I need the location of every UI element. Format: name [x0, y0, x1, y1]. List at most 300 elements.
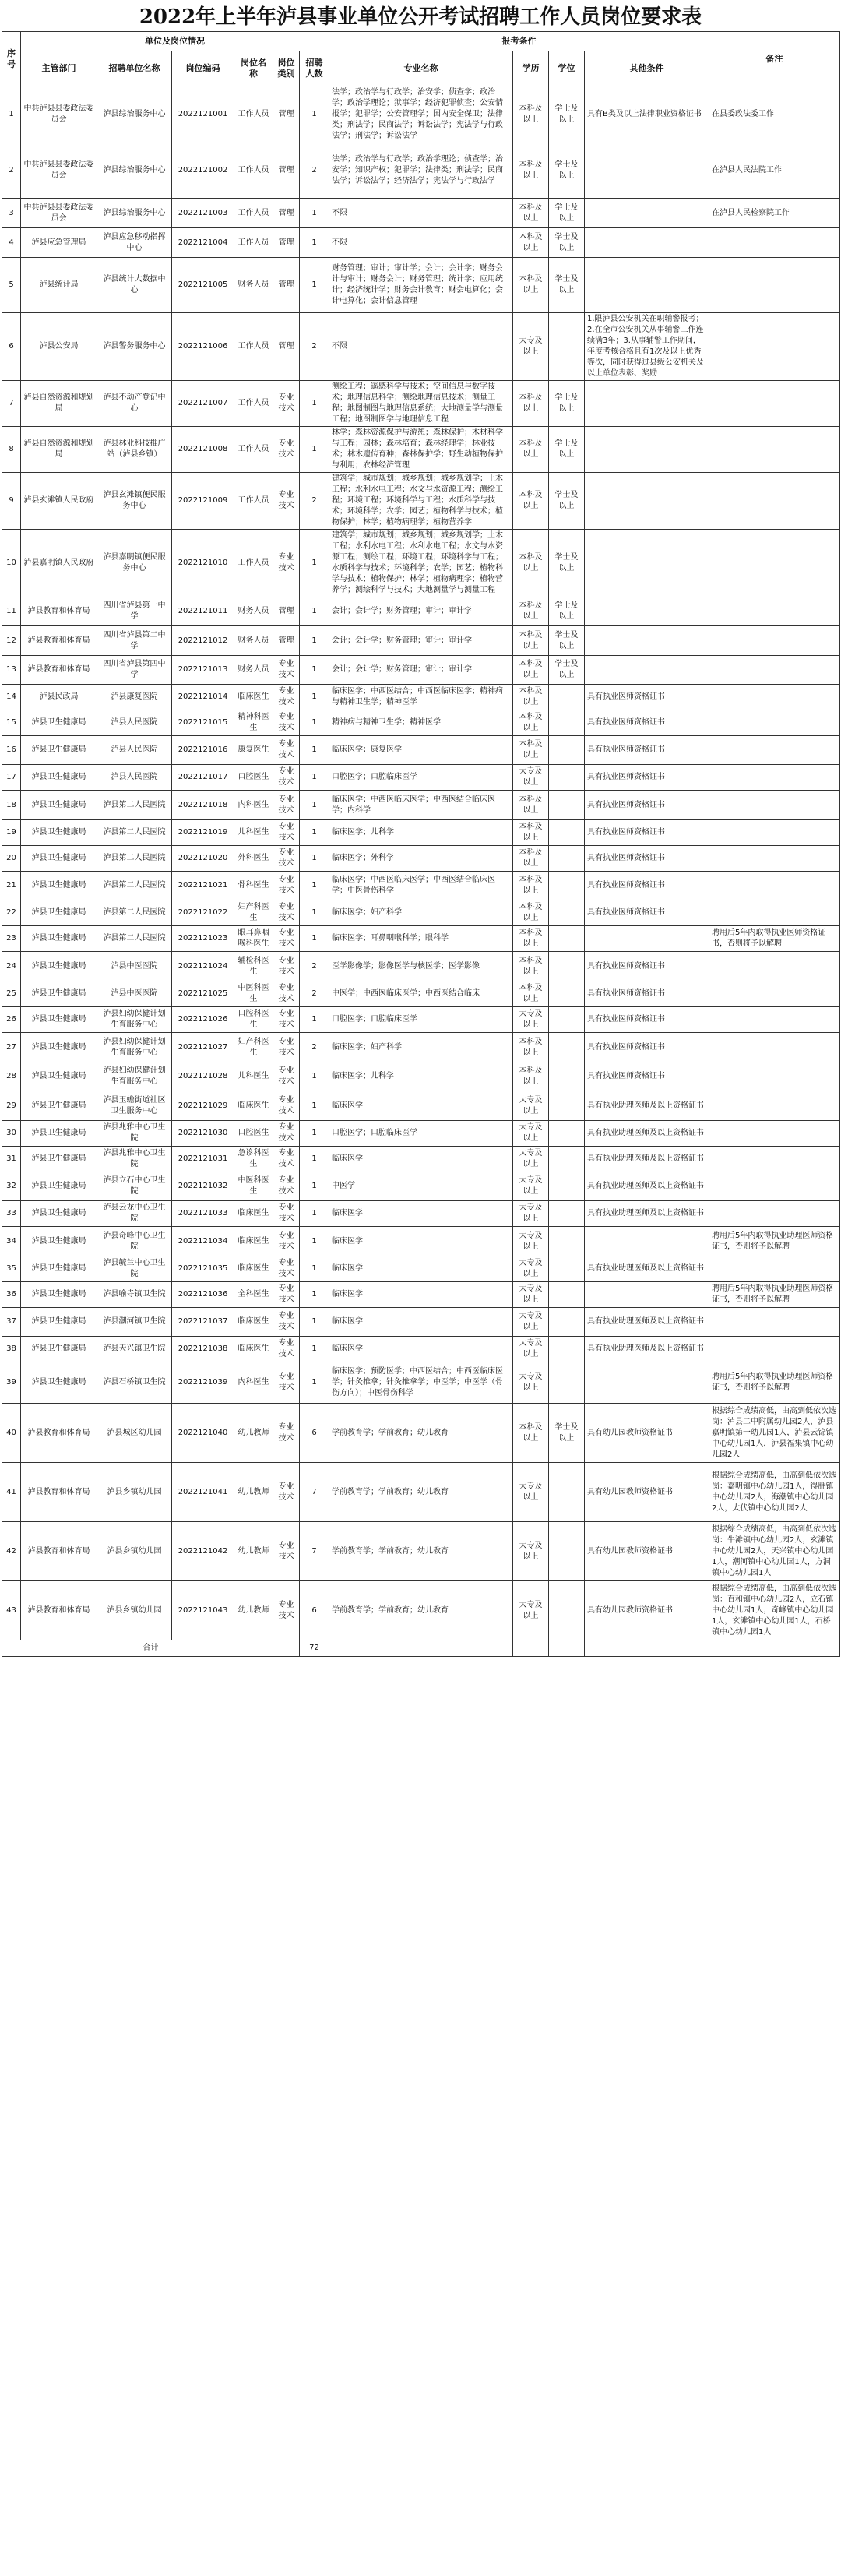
cell-degree: [549, 1362, 585, 1404]
cell-code: 2022121040: [172, 1404, 234, 1463]
cell-code: 2022121024: [172, 952, 234, 981]
table-row: [2, 846, 840, 872]
cell-num: 2: [300, 1033, 329, 1062]
cell-dept: 泸县卫生健康局: [21, 1256, 97, 1282]
cell-post: 财务人员: [234, 656, 273, 685]
cell-major: 口腔医学；口腔临床医学: [329, 765, 513, 791]
cell-unit: 泸县潮河镇卫生院: [97, 1308, 172, 1337]
cell-major: 不限: [329, 199, 513, 228]
cell-edu: 本科及以上: [513, 473, 549, 530]
cell-unit: 泸县第二人民医院: [97, 846, 172, 872]
table-row: [2, 710, 840, 736]
cell-edu: 本科及以上: [513, 530, 549, 597]
cell-dept: 中共泸县县委政法委员会: [21, 199, 97, 228]
cell-seq: 14: [2, 685, 21, 710]
cell-dept: 泸县卫生健康局: [21, 872, 97, 900]
cell-post: 工作人员: [234, 473, 273, 530]
cell-unit: 泸县中医医院: [97, 981, 172, 1007]
cell-major: 临床医学: [329, 1091, 513, 1121]
cell-category: 专业技术: [273, 1121, 300, 1147]
table-row: [2, 1404, 840, 1463]
header-post: 岗位名称: [234, 51, 273, 86]
cell-code: 2022121014: [172, 685, 234, 710]
cell-category: 专业技术: [273, 685, 300, 710]
cell-edu: 本科及以上: [513, 872, 549, 900]
cell-major: 口腔医学；口腔临床医学: [329, 1007, 513, 1033]
cell-code: 2022121036: [172, 1282, 234, 1308]
table-row: [2, 1091, 840, 1121]
cell-degree: 学士及以上: [549, 473, 585, 530]
cell-num: 1: [300, 872, 329, 900]
cell-post: 工作人员: [234, 228, 273, 258]
cell-category: 专业技术: [273, 473, 300, 530]
cell-degree: [549, 685, 585, 710]
cell-major: 中医学；中西医临床医学；中西医结合临床: [329, 981, 513, 1007]
cell-category: 专业技术: [273, 1337, 300, 1362]
cell-dept: 泸县卫生健康局: [21, 736, 97, 765]
cell-unit: 泸县应急移动指挥中心: [97, 228, 172, 258]
cell-unit: 泸县人民医院: [97, 710, 172, 736]
cell-dept: 泸县教育和体育局: [21, 1463, 97, 1522]
cell-degree: 学士及以上: [549, 258, 585, 313]
cell-major: 临床医学；儿科学: [329, 820, 513, 846]
cell-category: 专业技术: [273, 736, 300, 765]
cell-note: [709, 381, 840, 427]
cell-edu: 本科及以上: [513, 791, 549, 820]
total-label: 合计: [2, 1640, 300, 1657]
cell-edu: 本科及以上: [513, 1033, 549, 1062]
cell-degree: [549, 926, 585, 952]
total-empty-major: [329, 1640, 513, 1657]
cell-edu: 大专及以上: [513, 1227, 549, 1256]
cell-dept: 泸县卫生健康局: [21, 1308, 97, 1337]
cell-note: [709, 530, 840, 597]
cell-major: 医学影像学；影像医学与核医学；医学影像: [329, 952, 513, 981]
cell-note: 根据综合成绩高低，由高到低依次选岗：泸县二中附属幼儿园2人，泸县嘉明镇第一幼儿园1人，泸县云锦镇中心幼儿园1人，泸县福集镇中心幼儿园2人: [709, 1404, 840, 1463]
cell-post: 工作人员: [234, 530, 273, 597]
cell-degree: [549, 1256, 585, 1282]
cell-note: 聘用后5年内取得执业助理医师资格证书，否则将予以解聘: [709, 1227, 840, 1256]
cell-dept: 泸县卫生健康局: [21, 710, 97, 736]
cell-code: 2022121032: [172, 1172, 234, 1201]
cell-dept: 泸县教育和体育局: [21, 597, 97, 626]
cell-seq: 34: [2, 1227, 21, 1256]
cell-edu: 本科及以上: [513, 685, 549, 710]
cell-post: 临床医生: [234, 1308, 273, 1337]
cell-unit: 泸县第二人民医院: [97, 872, 172, 900]
table-row: [2, 313, 840, 381]
cell-other: 具有执业医师资格证书: [585, 820, 709, 846]
cell-degree: [549, 820, 585, 846]
cell-other: [585, 143, 709, 199]
cell-dept: 中共泸县县委政法委员会: [21, 86, 97, 143]
cell-edu: 本科及以上: [513, 656, 549, 685]
cell-unit: 泸县妇幼保健计划生育服务中心: [97, 1062, 172, 1091]
total-num: 72: [300, 1640, 329, 1657]
cell-edu: 本科及以上: [513, 952, 549, 981]
cell-edu: 大专及以上: [513, 1121, 549, 1147]
cell-other: 具有幼儿园教师资格证书: [585, 1404, 709, 1463]
cell-dept: 泸县卫生健康局: [21, 981, 97, 1007]
cell-note: [709, 228, 840, 258]
cell-note: [709, 846, 840, 872]
cell-seq: 29: [2, 1091, 21, 1121]
cell-edu: 本科及以上: [513, 846, 549, 872]
cell-edu: 本科及以上: [513, 710, 549, 736]
cell-dept: 泸县玄滩镇人民政府: [21, 473, 97, 530]
cell-category: 专业技术: [273, 1404, 300, 1463]
cell-major: 临床医学；妇产科学: [329, 900, 513, 926]
cell-seq: 21: [2, 872, 21, 900]
cell-major: 会计；会计学；财务管理；审计；审计学: [329, 597, 513, 626]
cell-post: 幼儿教师: [234, 1463, 273, 1522]
cell-post: 财务人员: [234, 597, 273, 626]
cell-other: 具有执业助理医师及以上资格证书: [585, 1091, 709, 1121]
cell-dept: 泸县卫生健康局: [21, 765, 97, 791]
table-row: [2, 926, 840, 952]
cell-note: [709, 427, 840, 473]
cell-other: [585, 258, 709, 313]
cell-degree: 学士及以上: [549, 381, 585, 427]
cell-code: 2022121030: [172, 1121, 234, 1147]
cell-code: 2022121037: [172, 1308, 234, 1337]
header-category: 岗位类别: [273, 51, 300, 86]
cell-num: 6: [300, 1404, 329, 1463]
cell-major: 测绘工程；遥感科学与技术；空间信息与数字技术；地理信息科学；测绘地理信息技术；测量工程；地图制图与地理信息系统；大地测量学与测量工程；地图制图学与地理信息工程: [329, 381, 513, 427]
cell-category: 管理: [273, 626, 300, 656]
cell-post: 康复医生: [234, 736, 273, 765]
table-row: [2, 1147, 840, 1172]
cell-degree: [549, 1091, 585, 1121]
cell-major: 建筑学；城市规划；城乡规划；城乡规划学；土木工程；水利水电工程；水利水电工程；水文与水资源工程；测绘工程；环境工程；环境科学与工程；水质科学与技术；环境科学；农学；园艺；植物科学与技术；植物保护；林学；植物病理学；植物营养学；测绘科学与技术；大地测量学与测量工程: [329, 530, 513, 597]
table-row: [2, 1581, 840, 1640]
table-row: [2, 228, 840, 258]
cell-other: [585, 530, 709, 597]
table-row: [2, 1201, 840, 1227]
cell-num: 1: [300, 1121, 329, 1147]
cell-category: 管理: [273, 228, 300, 258]
cell-major: 临床医学: [329, 1308, 513, 1337]
cell-other: 具有执业医师资格证书: [585, 900, 709, 926]
cell-code: 2022121003: [172, 199, 234, 228]
table-row: [2, 1337, 840, 1362]
cell-note: [709, 981, 840, 1007]
cell-code: 2022121038: [172, 1337, 234, 1362]
cell-note: [709, 1091, 840, 1121]
cell-unit: 泸县妇幼保健计划生育服务中心: [97, 1007, 172, 1033]
cell-dept: 泸县教育和体育局: [21, 1522, 97, 1581]
cell-code: 2022121007: [172, 381, 234, 427]
cell-category: 管理: [273, 258, 300, 313]
table-row: [2, 900, 840, 926]
header-group-conditions: 报考条件: [329, 32, 709, 51]
cell-code: 2022121031: [172, 1147, 234, 1172]
cell-other: 具有执业助理医师及以上资格证书: [585, 1121, 709, 1147]
cell-degree: [549, 1227, 585, 1256]
cell-num: 6: [300, 1581, 329, 1640]
cell-post: 工作人员: [234, 427, 273, 473]
cell-num: 1: [300, 1227, 329, 1256]
table-row: [2, 427, 840, 473]
cell-num: 1: [300, 791, 329, 820]
cell-code: 2022121012: [172, 626, 234, 656]
header-note: 备注: [709, 32, 840, 86]
cell-post: 幼儿教师: [234, 1581, 273, 1640]
cell-category: 专业技术: [273, 530, 300, 597]
table-row: [2, 1463, 840, 1522]
cell-num: 1: [300, 1062, 329, 1091]
cell-major: 学前教育学；学前教育；幼儿教育: [329, 1522, 513, 1581]
cell-seq: 18: [2, 791, 21, 820]
cell-seq: 11: [2, 597, 21, 626]
header-major: 专业名称: [329, 51, 513, 86]
cell-unit: 泸县妇幼保健计划生育服务中心: [97, 1033, 172, 1062]
cell-seq: 41: [2, 1463, 21, 1522]
header-edu: 学历: [513, 51, 549, 86]
table-row: [2, 86, 840, 143]
cell-post: 临床医生: [234, 1091, 273, 1121]
cell-note: [709, 1062, 840, 1091]
table-row: [2, 1256, 840, 1282]
cell-seq: 31: [2, 1147, 21, 1172]
cell-unit: 泸县乡镇幼儿园: [97, 1463, 172, 1522]
total-empty-other: [585, 1640, 709, 1657]
cell-major: 中医学: [329, 1172, 513, 1201]
cell-seq: 4: [2, 228, 21, 258]
cell-other: 具有幼儿园教师资格证书: [585, 1522, 709, 1581]
cell-edu: 大专及以上: [513, 1256, 549, 1282]
cell-seq: 20: [2, 846, 21, 872]
cell-note: [709, 597, 840, 626]
cell-dept: 泸县教育和体育局: [21, 656, 97, 685]
cell-seq: 5: [2, 258, 21, 313]
cell-note: [709, 1172, 840, 1201]
cell-post: 妇产科医生: [234, 1033, 273, 1062]
cell-degree: [549, 1062, 585, 1091]
cell-seq: 27: [2, 1033, 21, 1062]
cell-edu: 本科及以上: [513, 86, 549, 143]
cell-post: 口腔医生: [234, 1121, 273, 1147]
cell-note: [709, 1121, 840, 1147]
cell-note: [709, 791, 840, 820]
cell-other: 具有B类及以上法律职业资格证书: [585, 86, 709, 143]
cell-unit: 泸县云龙中心卫生院: [97, 1201, 172, 1227]
cell-code: 2022121009: [172, 473, 234, 530]
cell-num: 1: [300, 1201, 329, 1227]
cell-major: 临床医学；妇产科学: [329, 1033, 513, 1062]
cell-unit: 泸县喻寺镇卫生院: [97, 1282, 172, 1308]
cell-other: [585, 228, 709, 258]
cell-note: 根据综合成绩高低，由高到低依次选岗：嘉明镇中心幼儿园1人，得胜镇中心幼儿园2人，海潮镇中心幼儿园2人，太伏镇中心幼儿园2人: [709, 1463, 840, 1522]
cell-code: 2022121006: [172, 313, 234, 381]
cell-edu: 大专及以上: [513, 765, 549, 791]
cell-other: [585, 626, 709, 656]
cell-code: 2022121043: [172, 1581, 234, 1640]
page-title: 2022年上半年泸县事业单位公开考试招聘工作人员岗位要求表: [139, 5, 702, 29]
cell-code: 2022121005: [172, 258, 234, 313]
cell-note: [709, 872, 840, 900]
cell-edu: 本科及以上: [513, 1404, 549, 1463]
cell-seq: 26: [2, 1007, 21, 1033]
cell-dept: 泸县公安局: [21, 313, 97, 381]
cell-category: 专业技术: [273, 1522, 300, 1581]
cell-dept: 泸县教育和体育局: [21, 1581, 97, 1640]
cell-other: 具有执业助理医师及以上资格证书: [585, 1308, 709, 1337]
cell-unit: 泸县嘉明镇便民服务中心: [97, 530, 172, 597]
cell-category: 专业技术: [273, 1463, 300, 1522]
cell-category: 专业技术: [273, 427, 300, 473]
cell-major: 临床医学；儿科学: [329, 1062, 513, 1091]
cell-note: [709, 656, 840, 685]
cell-code: 2022121016: [172, 736, 234, 765]
cell-other: [585, 381, 709, 427]
table-row: [2, 1007, 840, 1033]
cell-code: 2022121022: [172, 900, 234, 926]
cell-unit: 泸县奇峰中心卫生院: [97, 1227, 172, 1256]
cell-num: 1: [300, 1147, 329, 1172]
cell-other: 具有执业医师资格证书: [585, 952, 709, 981]
cell-code: 2022121028: [172, 1062, 234, 1091]
cell-major: 精神病与精神卫生学；精神医学: [329, 710, 513, 736]
cell-dept: 泸县教育和体育局: [21, 626, 97, 656]
cell-num: 1: [300, 820, 329, 846]
table-row: [2, 1308, 840, 1337]
cell-other: 具有执业医师资格证书: [585, 1062, 709, 1091]
total-empty-note: [709, 1640, 840, 1657]
cell-other: 1.限泸县公安机关在职辅警报考；2.在全市公安机关从事辅警工作连续满3年；3.从事辅警工作期间，年度考核合格且有1次及以上优秀等次，同时获得过县级公安机关及以上单位表彰、奖励: [585, 313, 709, 381]
cell-post: 中医科医生: [234, 981, 273, 1007]
cell-dept: 泸县卫生健康局: [21, 1091, 97, 1121]
cell-major: 林学；森林资源保护与游憩；森林保护；木材科学与工程；园林；森林培育；森林经理学；林业技术；林木遗传育种；森林保护学；野生动植物保护与利用；农林经济管理: [329, 427, 513, 473]
cell-code: 2022121013: [172, 656, 234, 685]
cell-seq: 42: [2, 1522, 21, 1581]
cell-post: 工作人员: [234, 143, 273, 199]
cell-major: 法学；政治学与行政学；政治学理论；侦查学；治安学；知识产权；犯罪学；法律类；刑法学；民商法学；诉讼法学；经济法学；宪法学与行政法学: [329, 143, 513, 199]
cell-seq: 7: [2, 381, 21, 427]
cell-dept: 泸县卫生健康局: [21, 1033, 97, 1062]
table-row: [2, 1062, 840, 1091]
cell-degree: [549, 1007, 585, 1033]
cell-unit: 泸县人民医院: [97, 765, 172, 791]
cell-seq: 2: [2, 143, 21, 199]
cell-post: 外科医生: [234, 846, 273, 872]
cell-edu: 大专及以上: [513, 1007, 549, 1033]
header-num: 招聘人数: [300, 51, 329, 86]
cell-post: 儿科医生: [234, 820, 273, 846]
cell-unit: 泸县毓兰中心卫生院: [97, 1256, 172, 1282]
cell-edu: 本科及以上: [513, 981, 549, 1007]
cell-degree: [549, 765, 585, 791]
cell-note: 聘用后5年内取得执业助理医师资格证书，否则将予以解聘: [709, 1362, 840, 1404]
cell-post: 工作人员: [234, 381, 273, 427]
cell-unit: 泸县石桥镇卫生院: [97, 1362, 172, 1404]
cell-note: [709, 1256, 840, 1282]
cell-category: 专业技术: [273, 820, 300, 846]
table-row: [2, 199, 840, 228]
cell-note: 在县委政法委工作: [709, 86, 840, 143]
cell-degree: [549, 1147, 585, 1172]
header-degree: 学位: [549, 51, 585, 86]
cell-note: [709, 1308, 840, 1337]
cell-seq: 35: [2, 1256, 21, 1282]
cell-category: 专业技术: [273, 656, 300, 685]
cell-seq: 33: [2, 1201, 21, 1227]
cell-major: 法学；政治学与行政学；治安学；侦查学；政治学；政治学理论；狱事学；经济犯罪侦查；公安情报学；犯罪学；公安管理学；国内安全保卫；法律类；刑法学；民商法学；诉讼法学；宪法学与行政法学；刑法学；诉讼法学: [329, 86, 513, 143]
cell-major: 临床医学: [329, 1201, 513, 1227]
cell-unit: 泸县乡镇幼儿园: [97, 1581, 172, 1640]
cell-code: 2022121039: [172, 1362, 234, 1404]
cell-edu: 大专及以上: [513, 1308, 549, 1337]
cell-num: 1: [300, 1282, 329, 1308]
cell-code: 2022121029: [172, 1091, 234, 1121]
cell-seq: 24: [2, 952, 21, 981]
cell-category: 专业技术: [273, 1282, 300, 1308]
cell-other: 具有执业助理医师及以上资格证书: [585, 1337, 709, 1362]
cell-degree: [549, 952, 585, 981]
cell-degree: 学士及以上: [549, 530, 585, 597]
header-group-unit: 单位及岗位情况: [21, 32, 329, 51]
cell-unit: 泸县不动产登记中心: [97, 381, 172, 427]
cell-edu: 大专及以上: [513, 1282, 549, 1308]
cell-degree: 学士及以上: [549, 143, 585, 199]
cell-edu: 大专及以上: [513, 1201, 549, 1227]
cell-degree: [549, 1522, 585, 1581]
cell-other: 具有幼儿园教师资格证书: [585, 1581, 709, 1640]
cell-major: 临床医学；中西医临床医学；中西医结合临床医学；中医骨伤科学: [329, 872, 513, 900]
cell-num: 1: [300, 86, 329, 143]
cell-category: 专业技术: [273, 1362, 300, 1404]
cell-major: 临床医学；康复医学: [329, 736, 513, 765]
cell-degree: [549, 846, 585, 872]
cell-post: 幼儿教师: [234, 1404, 273, 1463]
total-row: [2, 1640, 840, 1657]
cell-post: 内科医生: [234, 791, 273, 820]
cell-major: 临床医学；外科学: [329, 846, 513, 872]
cell-other: 具有执业医师资格证书: [585, 765, 709, 791]
cell-major: 临床医学；中西医临床医学；中西医结合临床医学；内科学: [329, 791, 513, 820]
cell-edu: 本科及以上: [513, 626, 549, 656]
cell-degree: [549, 1463, 585, 1522]
cell-major: 临床医学；耳鼻咽喉科学；眼科学: [329, 926, 513, 952]
total-empty-degree: [549, 1640, 585, 1657]
cell-post: 儿科医生: [234, 1062, 273, 1091]
cell-unit: 泸县第二人民医院: [97, 926, 172, 952]
cell-code: 2022121019: [172, 820, 234, 846]
cell-num: 1: [300, 1337, 329, 1362]
cell-other: [585, 1227, 709, 1256]
cell-category: 管理: [273, 143, 300, 199]
cell-category: 管理: [273, 199, 300, 228]
cell-category: 管理: [273, 86, 300, 143]
cell-category: 专业技术: [273, 1033, 300, 1062]
cell-seq: 38: [2, 1337, 21, 1362]
cell-dept: 泸县自然资源和规划局: [21, 427, 97, 473]
cell-category: 专业技术: [273, 872, 300, 900]
cell-code: 2022121001: [172, 86, 234, 143]
cell-degree: [549, 1172, 585, 1201]
cell-other: 具有执业医师资格证书: [585, 1007, 709, 1033]
header-dept: 主管部门: [21, 51, 97, 86]
cell-unit: 泸县中医医院: [97, 952, 172, 981]
cell-code: 2022121042: [172, 1522, 234, 1581]
cell-seq: 19: [2, 820, 21, 846]
table-body: [2, 86, 840, 1640]
cell-major: 临床医学；预防医学；中西医结合；中西医临床医学；针灸推拿；针灸推拿学；中医学；中医学（骨伤方向）；中医骨伤科学: [329, 1362, 513, 1404]
cell-edu: 本科及以上: [513, 427, 549, 473]
cell-category: 专业技术: [273, 1172, 300, 1201]
header-seq: 序号: [2, 32, 21, 86]
cell-other: 具有执业医师资格证书: [585, 1033, 709, 1062]
